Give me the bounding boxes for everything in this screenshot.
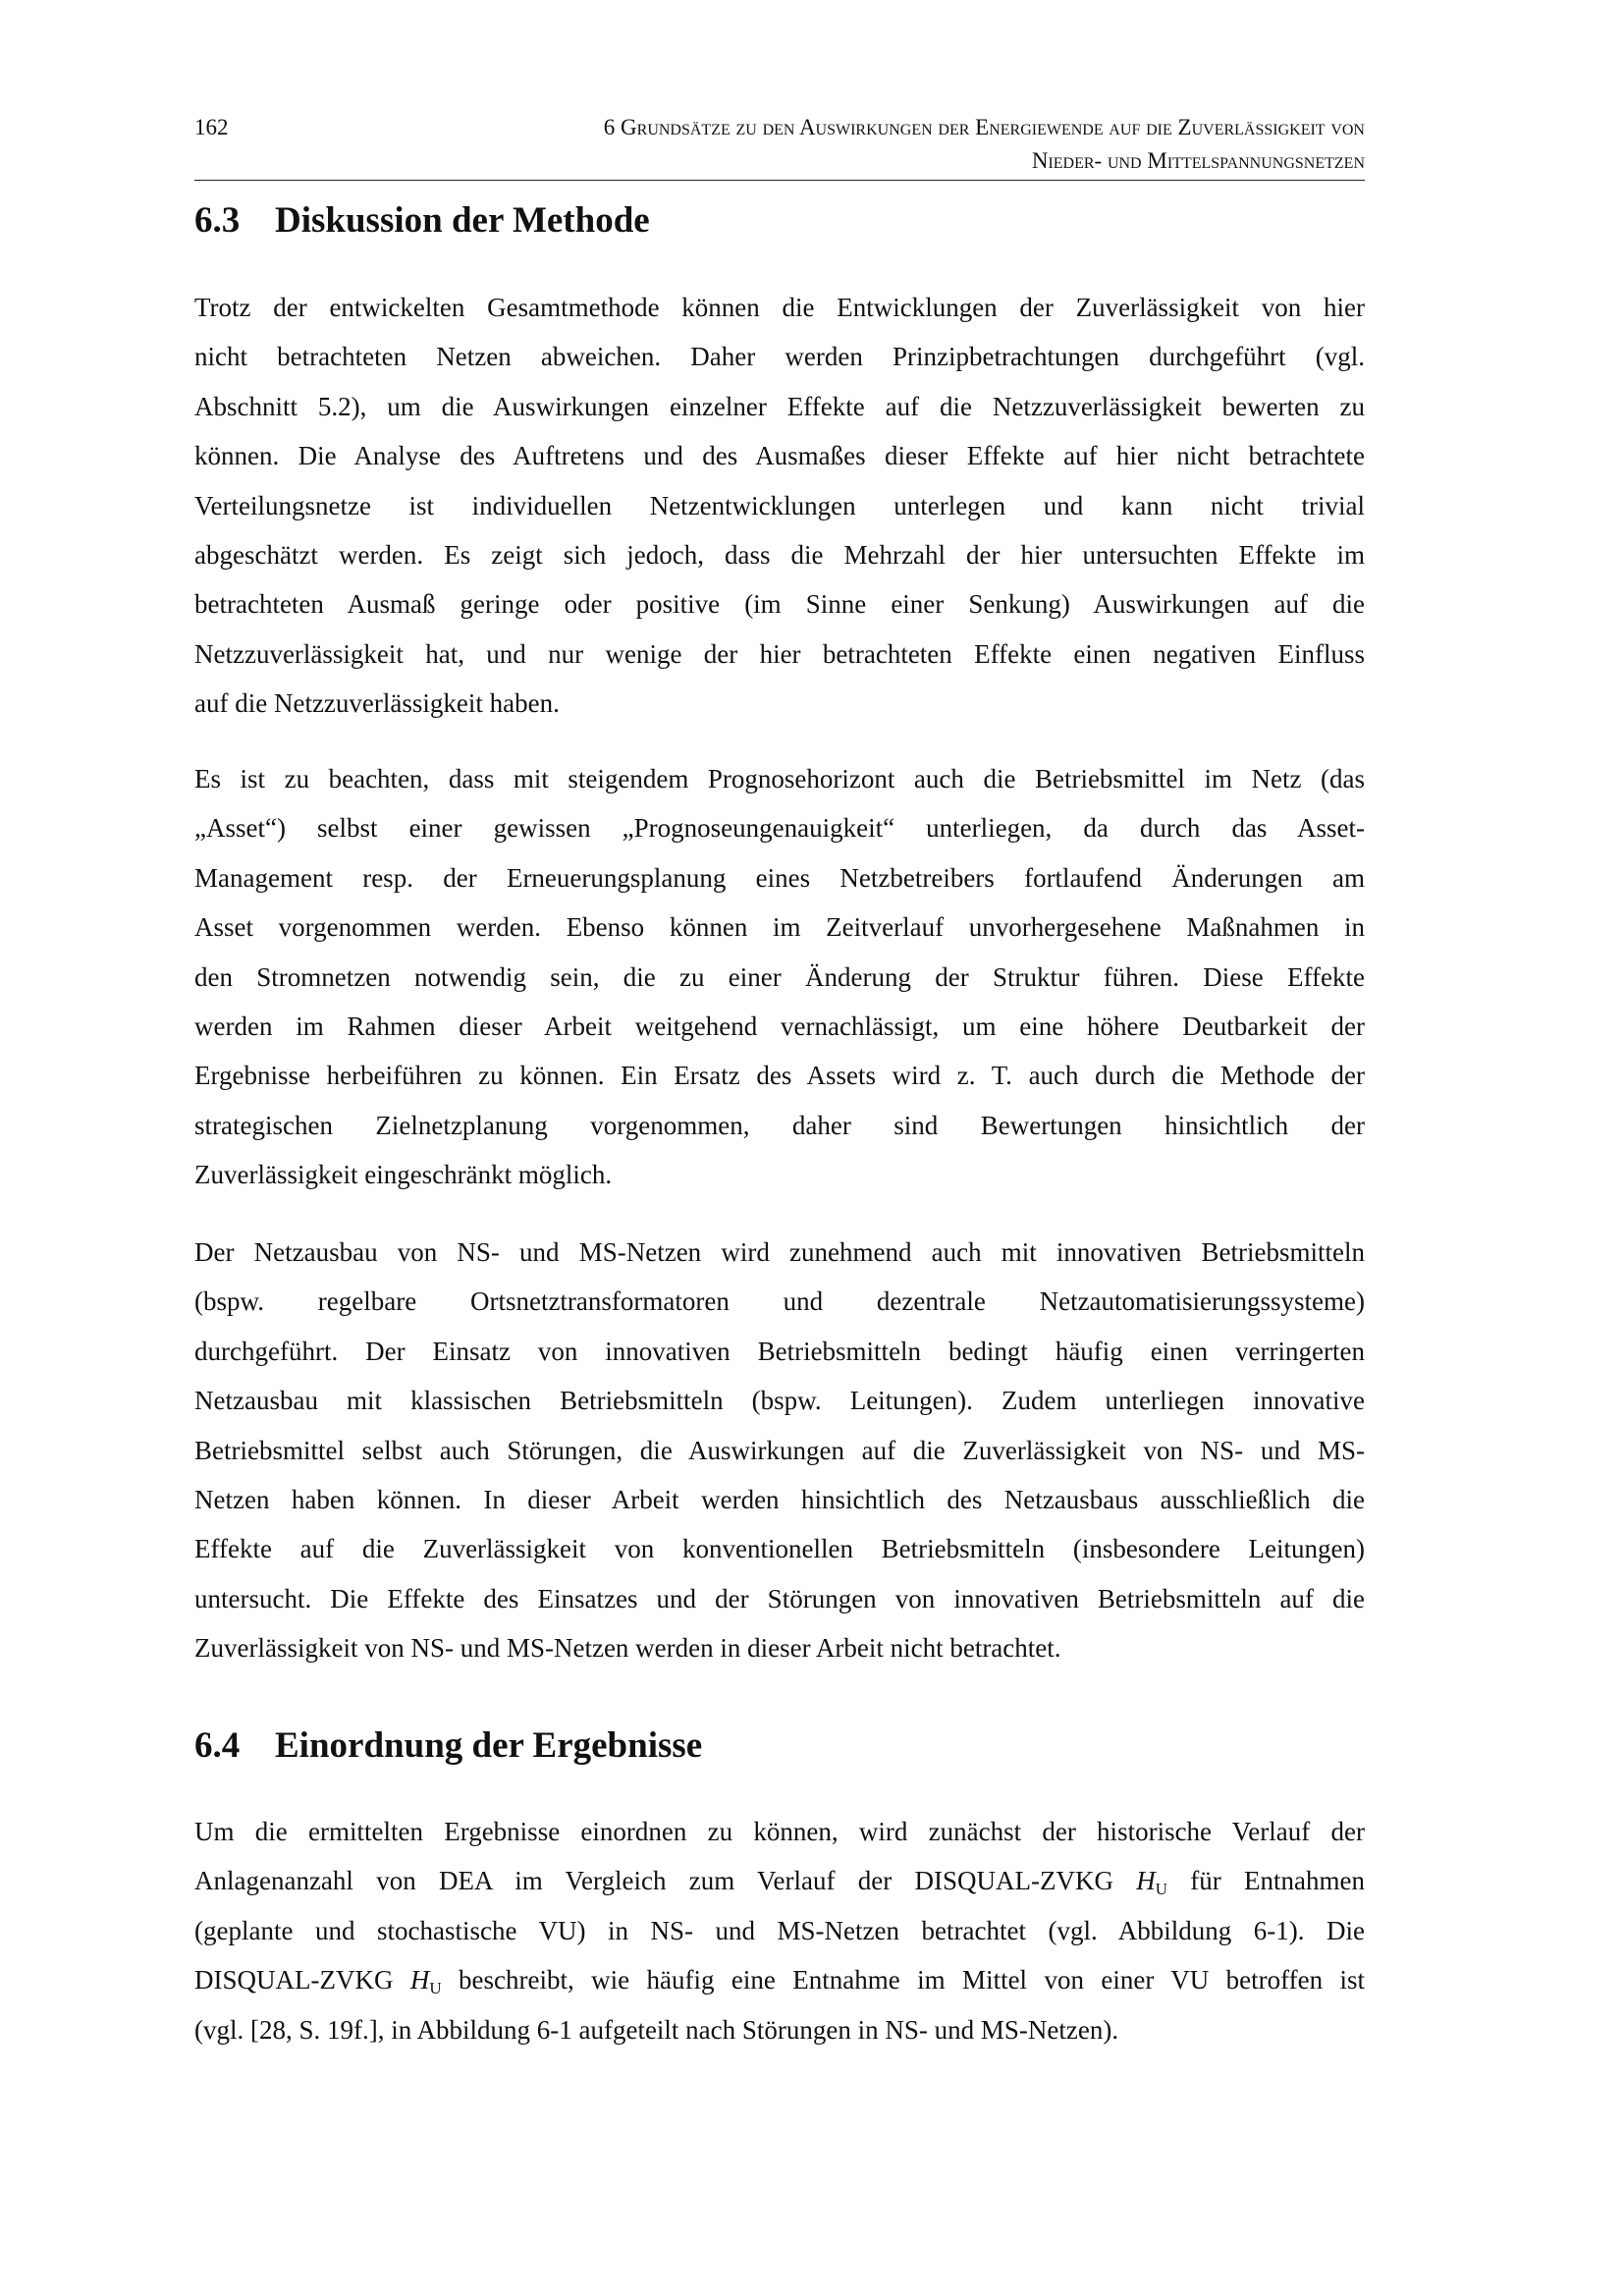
section-heading-6-4 — [194, 1724, 702, 1768]
paragraph-2 — [194, 754, 1365, 1200]
text-line: Anlagenanzahl von DEA im Vergleich zum Verlauf der DISQUAL-ZVKG $H_U$ für Entnahmen — [194, 1866, 1365, 1899]
text-line: Effekte auf die Zuverlässigkeit von konventionellen Betriebsmitteln (insbesondere Leitungen) — [194, 1534, 1365, 1564]
text-line: auf die Netzzuverlässigkeit haben. — [194, 688, 560, 719]
text-line: nicht betrachteten Netzen abweichen. Daher werden Prinzipbetrachtungen durchgeführt (vgl. — [194, 342, 1365, 372]
section-heading-6-3 — [194, 199, 650, 243]
paragraph-3 — [194, 1228, 1365, 1673]
section-title: Einordnung der Ergebnisse — [275, 1725, 703, 1766]
section-title: Diskussion der Methode — [275, 200, 650, 241]
text-line: (geplante und stochastische VU) in NS- und MS-Netzen betrachtet (vgl. Abbildung 6-1). Die — [194, 1915, 1365, 1945]
text-line: „Asset“) selbst einer gewissen „Prognoseungenauigkeit“ unterliegen, da durch das Asset- — [194, 813, 1365, 844]
text-line: (bspw. regelbare Ortsnetztransformatoren und dezentrale Netzautomatisierungssysteme) — [194, 1286, 1365, 1317]
section-number: 6.3 — [194, 200, 241, 241]
header-line-1: 6 Grundsätze zu den Auswirkungen der Energiewende auf die Zuverlässigkeit von — [603, 115, 1365, 139]
symbol-h: H — [409, 1965, 430, 1995]
text-line: Ergebnisse herbeiführen zu können. Ein Ersatz des Assets wird z. T. auch durch die Methode der — [194, 1061, 1365, 1091]
text-line: Betriebsmittel selbst auch Störungen, die Auswirkungen auf die Zuverlässigkeit von NS- und MS- — [194, 1435, 1365, 1465]
text-line: Management resp. der Erneuerungsplanung eines Netzbetreibers fortlaufend Änderungen am — [194, 862, 1365, 893]
text-line: Trotz der entwickelten Gesamtmethode können die Entwicklungen der Zuverlässigkeit von hier — [194, 293, 1365, 322]
text-line: durchgeführt. Der Einsatz von innovativen Betriebsmitteln bedingt häufig einen verringerten — [194, 1336, 1365, 1366]
text-line: Netzen haben können. In dieser Arbeit werden hinsichtlich des Netzausbaus ausschließlich die — [194, 1484, 1365, 1514]
page-number: 162 — [194, 115, 229, 139]
text-line: (vgl. [28, S. 19f.], in Abbildung 6-1 aufgeteilt nach Störungen in NS- und MS-Netzen). — [194, 2014, 1119, 2045]
text-line: betrachteten Ausmaß geringe oder positive (im Sinne einer Senkung) Auswirkungen auf die — [194, 589, 1365, 620]
section-number: 6.4 — [194, 1725, 241, 1766]
symbol-h: H — [1136, 1866, 1156, 1896]
text-line: Verteilungsnetze ist individuellen Netzentwicklungen unterlegen und kann nicht trivial — [194, 490, 1365, 520]
running-header — [194, 111, 1365, 178]
header-rule — [194, 180, 1365, 181]
text-line: werden im Rahmen dieser Arbeit weitgehend vernachlässigt, um eine höhere Deutbarkeit der — [194, 1011, 1365, 1041]
text-line: strategischen Zielnetzplanung vorgenommen, daher sind Bewertungen hinsichtlich der — [194, 1110, 1365, 1140]
text-line: Abschnitt 5.2), um die Auswirkungen einzelner Effekte auf die Netzzuverlässigkeit bewerten zu — [194, 391, 1365, 421]
text-line: Der Netzausbau von NS- und MS-Netzen wird zunehmend auch mit innovativen Betriebsmitteln — [194, 1237, 1365, 1267]
header-line-2: Nieder- und Mittelspannungsnetzen — [1031, 148, 1365, 173]
text-line: Zuverlässigkeit von NS- und MS-Netzen werden in dieser Arbeit nicht betrachtet. — [194, 1633, 1061, 1664]
text-line: können. Die Analyse des Auftretens und des Ausmaßes dieser Effekte auf hier nicht betrachtete — [194, 441, 1365, 471]
text-line: Zuverlässigkeit eingeschränkt möglich. — [194, 1160, 613, 1190]
paragraph-4 — [194, 1807, 1365, 2054]
paragraph-1 — [194, 283, 1365, 729]
text-line: den Stromnetzen notwendig sein, die zu einer Änderung der Struktur führen. Diese Effekte — [194, 961, 1365, 992]
text-line: Asset vorgenommen werden. Ebenso können im Zeitverlauf unvorhergesehene Maßnahmen in — [194, 912, 1365, 943]
text-line: Netzausbau mit klassischen Betriebsmitteln (bspw. Leitungen). Zudem unterliegen innovative — [194, 1386, 1365, 1416]
text-line: Es ist zu beachten, dass mit steigendem Prognosehorizont auch die Betriebsmittel im Netz (das — [194, 764, 1365, 793]
text-line: abgeschätzt werden. Es zeigt sich jedoch, dass die Mehrzahl der hier untersuchten Effekte im — [194, 539, 1365, 570]
text-line: untersucht. Die Effekte des Einsatzes und der Störungen von innovativen Betriebsmitteln auf die — [194, 1583, 1365, 1613]
text-line: Netzzuverlässigkeit hat, und nur wenige der hier betrachteten Effekte einen negativen Einfluss — [194, 638, 1365, 669]
text-line: DISQUAL-ZVKG $H_U$ beschreibt, wie häufig eine Entnahme im Mittel von einer VU betroffen ist — [194, 1965, 1365, 1998]
text-line: Um die ermittelten Ergebnisse einordnen zu können, wird zunächst der historische Verlauf der — [194, 1817, 1365, 1846]
